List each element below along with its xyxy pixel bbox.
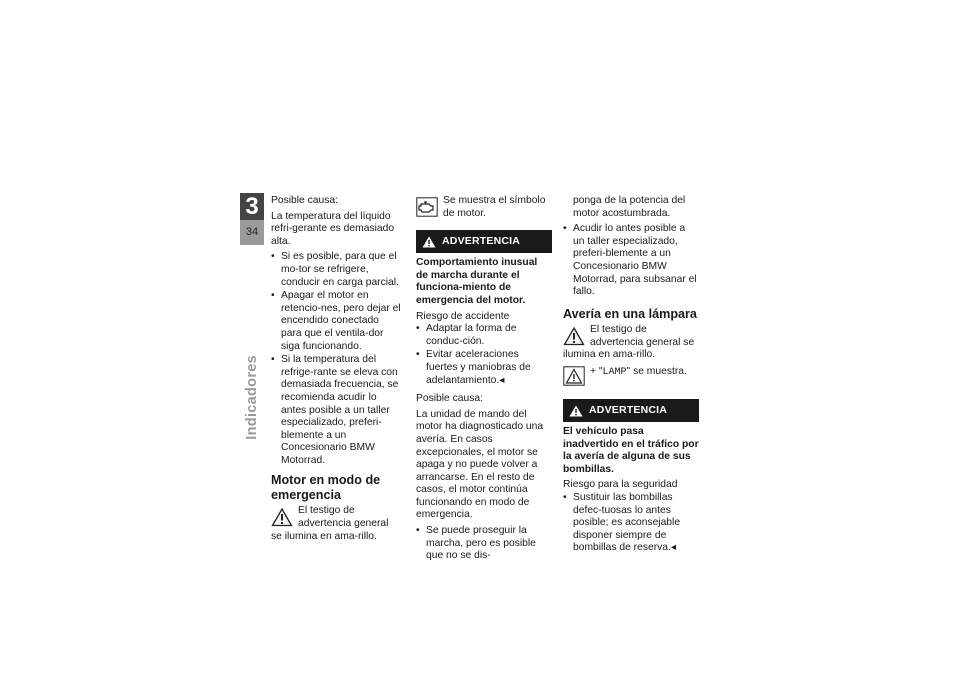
warning-label: ADVERTENCIA <box>589 404 668 417</box>
cause-text: La temperatura del líquido refri-gerante es demasiado alta. <box>271 210 395 247</box>
column-1 <box>271 195 402 543</box>
list-item: • Acudir lo antes posible a un taller especializado, preferi-blemente a un Concesionario BMW Motorrad, para subsanar el fallo. <box>563 223 699 299</box>
indicator-paragraph <box>563 324 699 362</box>
list-item: • Evitar aceleraciones fuertes y maniobras de adelantamiento.◂ <box>416 349 552 387</box>
indicator-text: El testigo de advertencia general se ilumina en ama-rillo. <box>563 324 695 361</box>
warning-banner <box>416 230 552 253</box>
lamp-prefix: + " <box>590 366 603 378</box>
cause-text: La unidad de mando del motor ha diagnosticado una avería. En casos excepcionales, el motor se apaga y no puede volver a arrancarse. En el resto de casos, el motor continúa funcionando en modo de emergencia. <box>416 408 544 521</box>
list-item: • Si es posible, para que el mo-tor se refrigere, conducir en carga parcial. <box>271 251 402 289</box>
continued-text: ponga de la potencia del motor acostumbrada. <box>573 195 686 219</box>
column-3 <box>563 195 699 558</box>
chapter-tab <box>240 193 264 245</box>
warning-triangle-icon <box>569 405 583 417</box>
chapter-title: Indicadores <box>244 355 260 440</box>
list-item: • Se puede proseguir la marcha, pero es posible que no se dis- <box>416 525 552 563</box>
bullet-list <box>416 525 552 563</box>
general-warning-icon <box>271 507 293 527</box>
warning-display-icon <box>563 366 585 386</box>
section-heading-emergency-mode: Motor en modo de emergencia <box>271 473 381 502</box>
warning-title: El vehículo pasa inadvertido en el tráfico por la avería de alguna de sus bombillas. <box>563 426 699 475</box>
page-number: 34 <box>240 220 264 245</box>
lamp-suffix: " se muestra. <box>626 366 687 378</box>
indicator-paragraph <box>271 505 402 543</box>
bullet-list <box>416 323 552 387</box>
indicator-text: Se muestra el símbolo de motor. <box>443 195 546 219</box>
warning-banner <box>563 399 699 422</box>
warning-triangle-icon <box>422 236 436 248</box>
risk-text: Riesgo de accidente <box>416 310 510 322</box>
bullet-list <box>563 492 699 555</box>
warning-title: Comportamiento inusual de marcha durante el funciona-miento de emergencia del motor. <box>416 257 538 306</box>
chapter-number: 3 <box>245 193 259 220</box>
section-heading-lamp-failure: Avería en una lámpara <box>563 306 697 321</box>
list-item: • Si la temperatura del refrige-rante se eleva con demasiada frecuencia, se recomienda acudir lo antes posible a un taller especializado, preferi-blemente a un Concesionario BMW Motorrad. <box>271 354 402 467</box>
indicator-text: El testigo de advertencia general se ilumina en ama-rillo. <box>271 505 389 542</box>
general-warning-icon <box>563 326 585 346</box>
cause-label: Posible causa: <box>416 393 483 405</box>
list-item: • Sustituir las bombillas defec-tuosas lo antes posible; es aconsejable disponer siempre de bombillas de reserva.◂ <box>563 492 699 555</box>
risk-text: Riesgo para la seguridad <box>563 479 678 491</box>
list-item: • Adaptar la forma de conduc-ción. <box>416 323 552 348</box>
warning-label: ADVERTENCIA <box>442 235 521 248</box>
lamp-code: LAMP <box>602 367 627 379</box>
engine-icon <box>416 197 438 217</box>
bullet-list <box>271 251 402 467</box>
indicator-paragraph <box>416 195 552 220</box>
cause-label: Posible causa: <box>271 195 338 206</box>
list-item: • Apagar el motor en retencio-nes, pero dejar el encendido conectado para que el ventila-dor siga funcionando. <box>271 290 402 353</box>
bullet-list <box>563 223 699 299</box>
column-2 <box>416 195 552 566</box>
lamp-display-line <box>563 366 699 386</box>
